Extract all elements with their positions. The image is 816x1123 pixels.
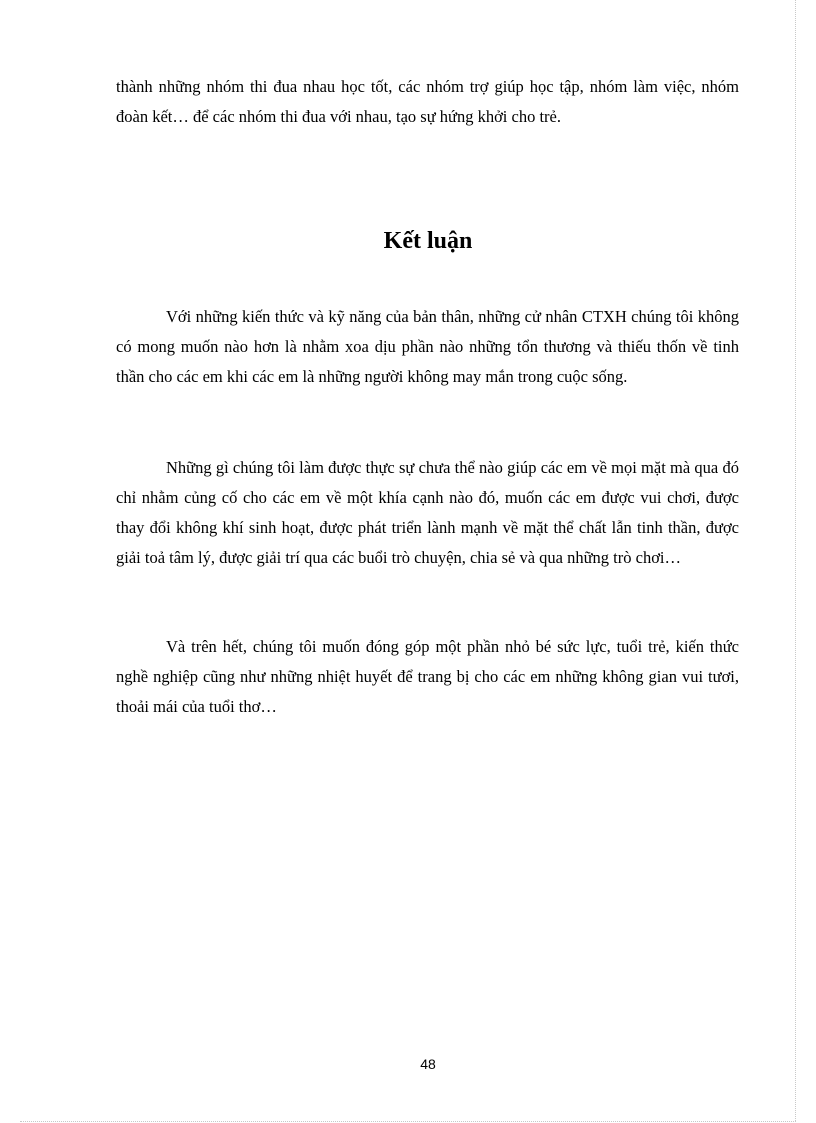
page-margin-guide-right: [795, 0, 796, 1121]
page-number: 48: [420, 1056, 436, 1072]
conclusion-paragraph-1: Với những kiến thức và kỹ năng của bản thân, những cử nhân CTXH chúng tôi không có mong muốn nào hơn là nhằm xoa dịu phần nào những tổn thương và thiếu thốn về tinh thần cho các em khi các em là những người không may mắn trong cuộc sống.: [116, 307, 739, 386]
continued-paragraph: thành những nhóm thi đua nhau học tốt, các nhóm trợ giúp học tập, nhóm làm việc, nhóm đoàn kết… để các nhóm thi đua với nhau, tạo sự hứng khởi cho trẻ.: [116, 77, 739, 126]
conclusion-paragraph-3: Và trên hết, chúng tôi muốn đóng góp một phần nhỏ bé sức lực, tuổi trẻ, kiến thức nghề nghiệp cũng như những nhiệt huyết để trang bị cho các em những không gian vui tươi, thoải mái của tuổi thơ…: [116, 637, 739, 716]
section-heading: Kết luận: [383, 228, 473, 254]
conclusion-paragraph-2: Những gì chúng tôi làm được thực sự chưa thể nào giúp các em về mọi mặt mà qua đó chỉ nhằm củng cố cho các em về một khía cạnh nào đó, muốn các em được vui chơi, được thay đổi không khí sinh hoạt, được phát triển lành mạnh về mặt thể chất lẫn tinh thần, được giải toả tâm lý, được giải trí qua các buổi trò chuyện, chia sẻ và qua những trò chơi…: [116, 458, 739, 567]
page-margin-guide-bottom: [20, 1121, 796, 1122]
